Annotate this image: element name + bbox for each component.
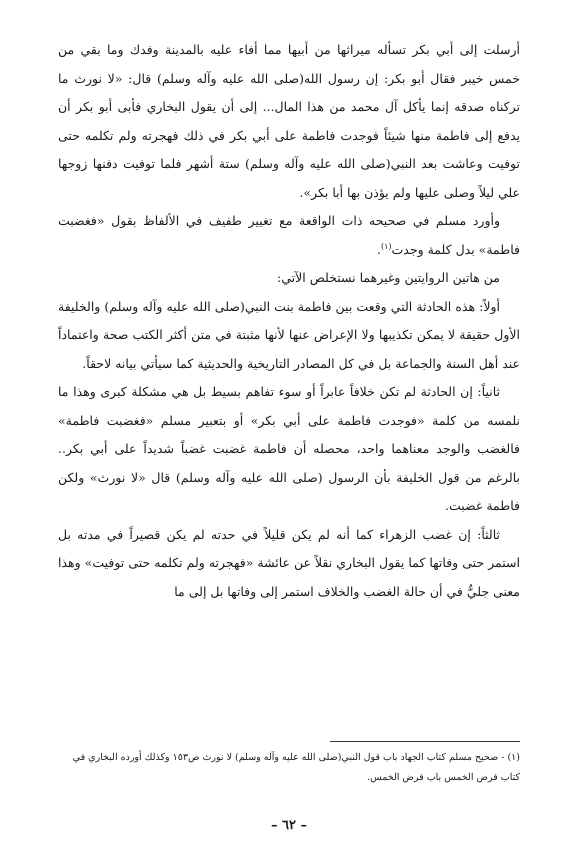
paragraph-5: ثانياً: إن الحادثة لم تكن خلافاً عابراً أو سوء تفاهم بسيط بل هي مشكلة كبرى وهذا ما نلمسه من كلمة «فوجدت فاطمة على أبي بكر» أو بتعبير مسلم «فغضبت فاطمة» فالغضب والوجد معناهما واحد، محصله أن فاطمة غضبت غضباً شديداً على أبي بكر.. بالرغم من قول الخليفة بأن الرسول (صلى الله عليه وآله وسلم) قال «لا نورث» ولكن فاطمة غضبت. xyxy=(58,384,520,513)
paragraph-4: أولاً: هذه الحادثة التي وقعت بين فاطمة بنت النبي(صلى الله عليه وآله وسلم) والخليفة الأول حقيقة لا يمكن تكذيبها ولا الإعراض عنها لأنها مثبتة في متن أكثر الكتب صحة واعتماداً عند أهل السنة والجماعة بل في كل المصادر التاريخية والحديثية كما سيأتي بيانه لاحقاً. xyxy=(58,298,520,371)
footnote-mark: (١) xyxy=(507,752,520,763)
paragraph-3: من هاتين الروايتين وغيرهما نستخلص الآتي: xyxy=(277,270,500,285)
book-page xyxy=(58,36,520,844)
paragraph-2-end: . xyxy=(377,241,381,257)
footnote-divider xyxy=(330,741,520,742)
page-number: – ٦٢ – xyxy=(270,818,308,833)
paragraph-6: ثالثاً: إن غضب الزهراء كما أنه لم يكن قليلاً في حدته لم يكن قصيراً في مدته بل استمر حتى وفاتها كما يقول البخاري نقلاً عن عائشة «فهجرته ولم تكلمه حتى توفيت» وهذا معنى جليٌّ في أن حالة الغضب والخلاف استمر إلى وفاتها بل إلى ما xyxy=(58,526,520,599)
footnote xyxy=(58,748,520,788)
paragraph-1: أرسلت إلى أبي بكر تسأله ميراثها من أبيها مما أفاء عليه بالمدينة وفدك وما بقي من خمس خيبر فقال أبو بكر: إن رسول الله(صلى الله عليه وآله وسلم) قال: «لا نورث ما تركناه صدقه إنما يأكل آل محمد من هذا المال... إلى أن يقول البخاري فأبى أبو بكر أن يدفع إلى فاطمة منها شيئاً فوجدت فاطمة على أبي بكر في ذلك فهجرته ولم تكلمه حتى توفيت وعاشت بعد النبي(صلى الله عليه وآله وسلم) ستة أشهر فلما توفيت دفنها زوجها علي ليلاً وصلى عليها ولم يؤذن بها أبا بكر». xyxy=(58,42,520,200)
footnote-reference: (١) xyxy=(380,241,392,251)
paragraph-2 xyxy=(58,207,520,264)
paragraph-2-text: وأورد مسلم في صحيحه ذات الواقعة مع تغيير طفيف في الألفاظ بقول «فغضبت فاطمة» بدل كلمة وجدت xyxy=(58,213,520,257)
footnote-text: - صحيح مسلم كتاب الجهاد باب قول النبي(صلى الله عليه وآله وسلم) لا نورث ص١٥٣ وكذلك أورده البخاري في كتاب فرض الخمس باب فرض الخمس. xyxy=(72,752,520,783)
